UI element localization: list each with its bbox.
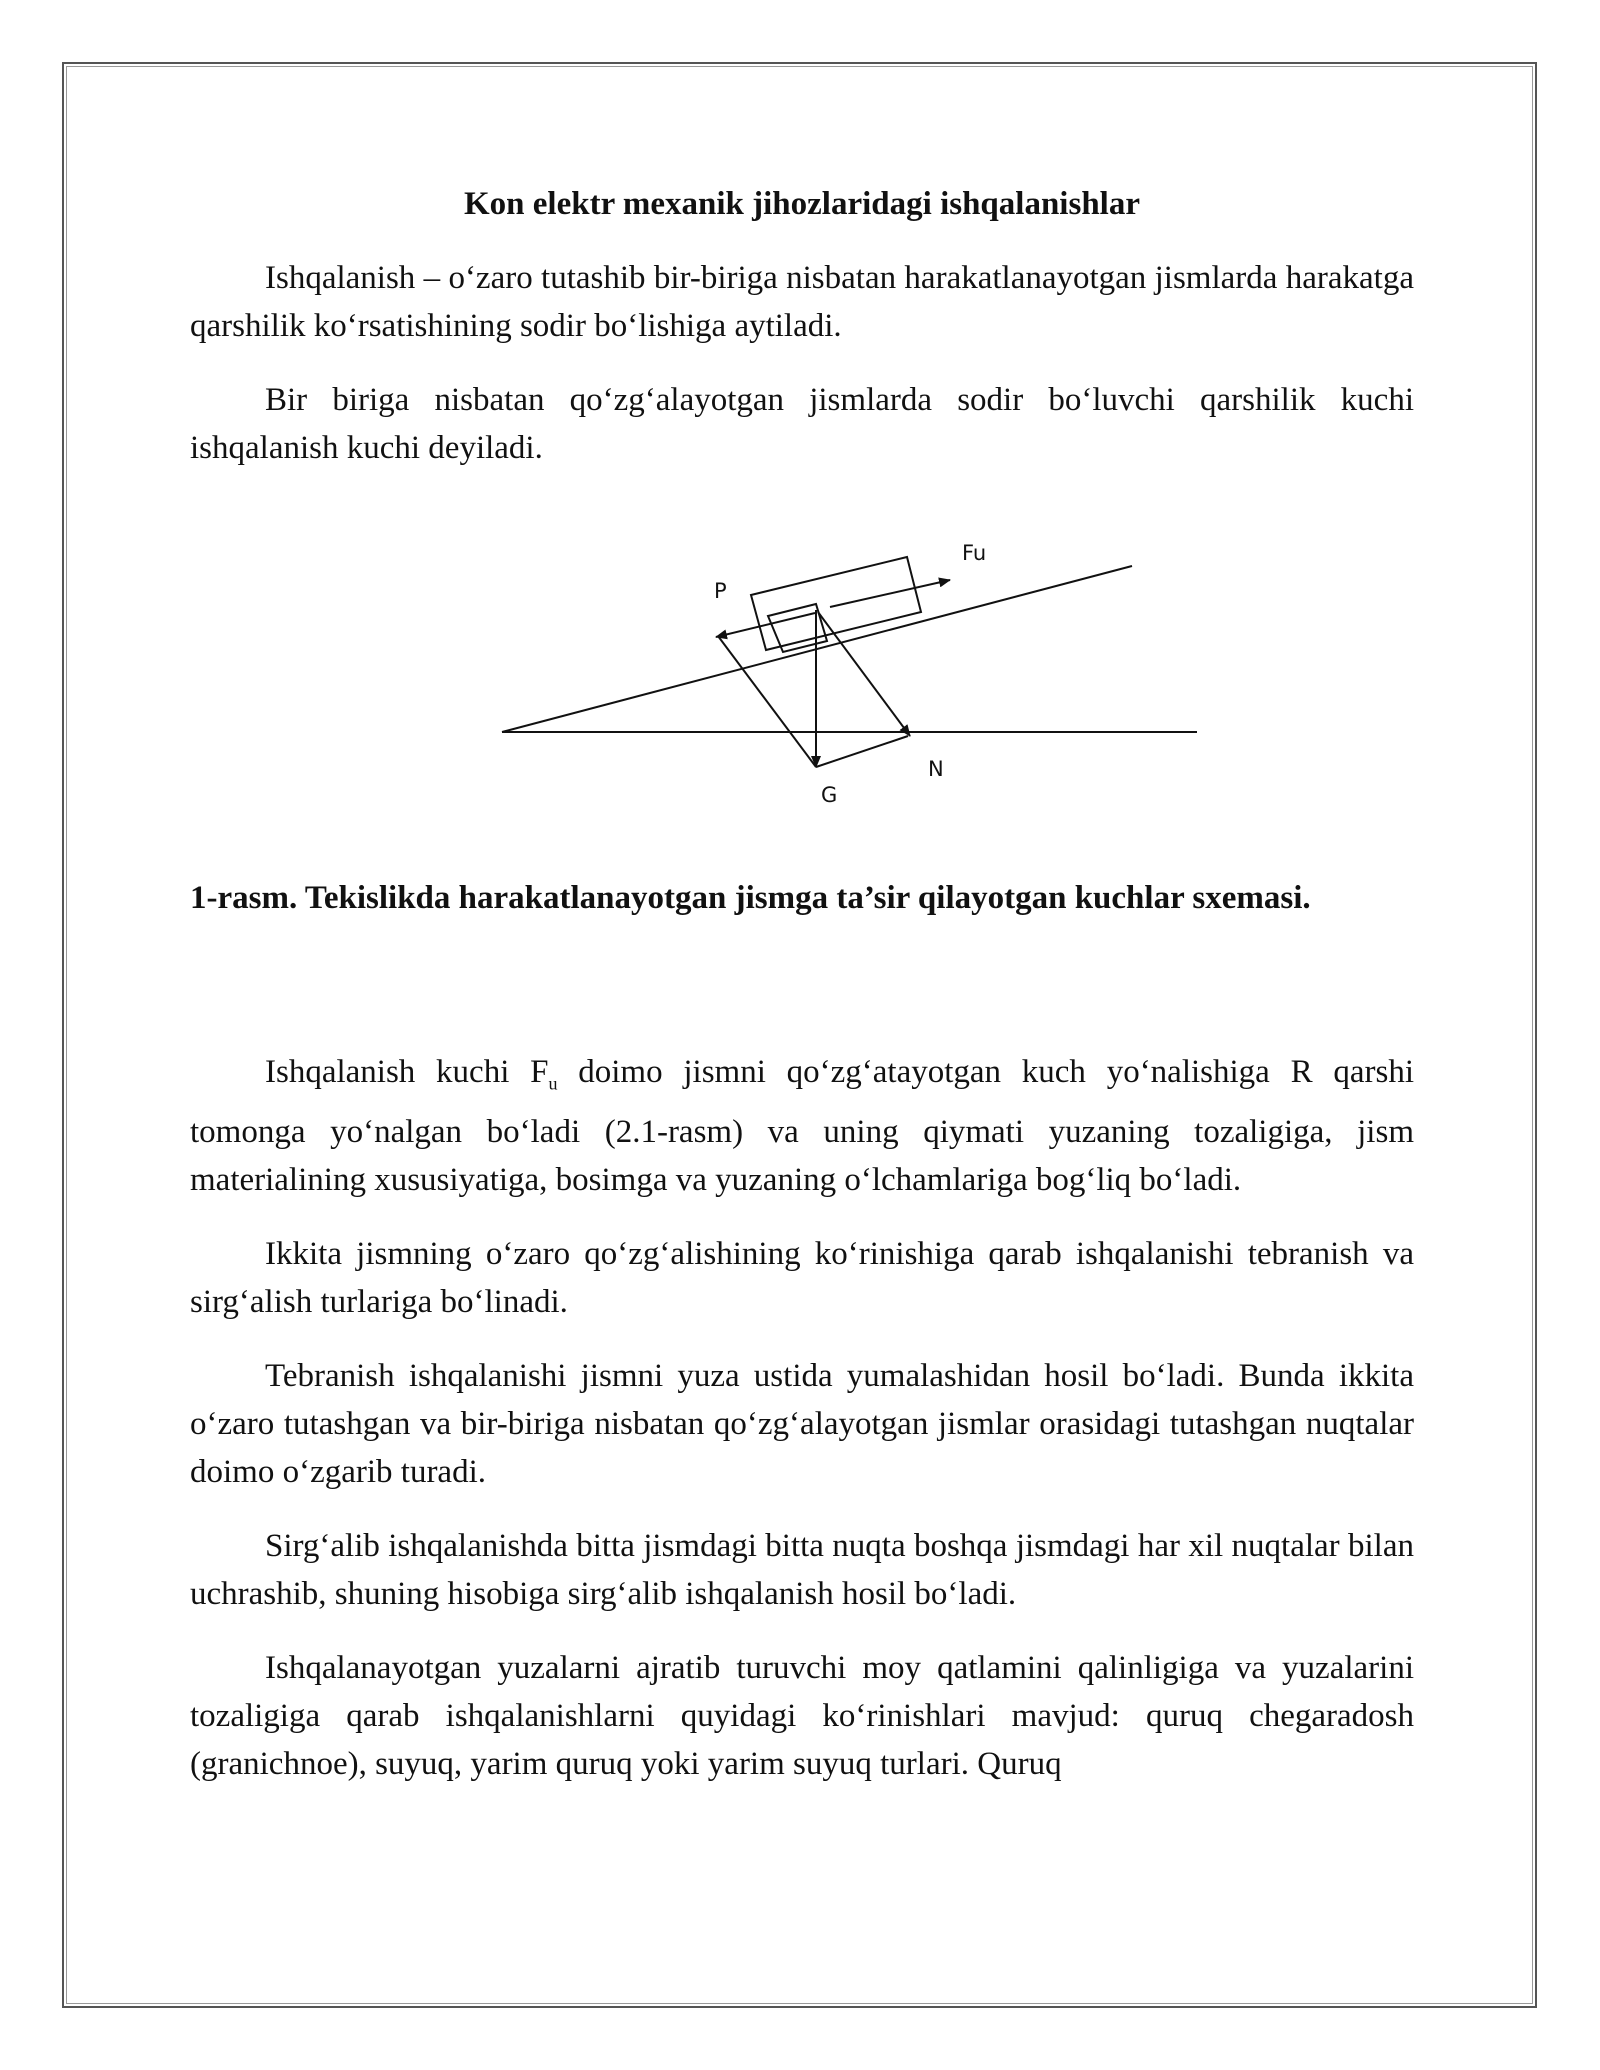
block-inner <box>768 604 827 652</box>
label-g: G <box>821 783 838 807</box>
force-p-arrow <box>716 613 815 637</box>
document-body <box>190 180 1414 1814</box>
force-fu-arrow <box>830 580 950 607</box>
paragraph-definition: Ishqalanish – o‘zaro tutashib bir-biriga nisbatan harakatlanayotgan jismlarda harakatga qarshilik ko‘rsatishining sodir bo‘lishiga aytiladi. <box>190 260 1414 344</box>
label-p: P <box>714 579 727 603</box>
label-n: N <box>928 757 944 781</box>
paragraph-fu <box>190 1048 1414 1204</box>
force-diagram <box>190 500 1414 820</box>
paragraph-fu-after: doimo jismni qo‘zg‘atayotgan kuch yo‘nalishiga R qarshi tomonga yo‘nalgan bo‘ladi (2.1-rasm) va uning qiymati yuzaning tozaligiga, jism materialining xususiyatiga, bosimga va yuzaning o‘lchamlariga bog‘liq bo‘ladi. <box>190 1054 1414 1198</box>
parallelogram-left <box>718 636 816 767</box>
paragraph-types: Ikkita jismning o‘zaro qo‘zg‘alishining ko‘rinishiga qarab ishqalanishi tebranish va sirg‘alish turlariga bo‘linadi. <box>190 1235 1414 1320</box>
paragraph-rolling: Tebranish ishqalanishi jismni yuza ustida yumalashidan hosil bo‘ladi. Bunda ikkita o‘zaro tutashgan va bir-biriga nisbatan qo‘zg‘alayotgan jismlar orasidagi tutashgan nuqtalar doimo o‘zgarib turadi. <box>190 1357 1414 1490</box>
paragraph-friction-force: Bir biriga nisbatan qo‘zg‘alayotgan jismlarda sodir bo‘luvchi qarshilik kuchi ishqalanish kuchi deyiladi. <box>190 382 1414 466</box>
label-fu: Fu <box>962 541 987 565</box>
parallelogram-bottom <box>816 736 908 767</box>
paragraph-fu-before: Ishqalanish kuchi F <box>265 1054 549 1090</box>
force-n-arrow <box>818 612 910 736</box>
force-diagram-svg <box>190 500 1414 820</box>
paragraph-fu-subscript: u <box>548 1073 558 1094</box>
document-title: Kon elektr mexanik jihozlaridagi ishqalanishlar <box>464 186 1140 222</box>
figure-caption: 1-rasm. Tekislikda harakatlanayotgan jismga ta’sir qilayotgan kuchlar sxemasi. <box>190 880 1311 916</box>
paragraph-sliding: Sirg‘alib ishqalanishda bitta jismdagi bitta nuqta boshqa jismdagi har xil nuqtalar bilan uchrashib, shuning hisobiga sirg‘alib ishqalanish hosil bo‘ladi. <box>190 1527 1414 1612</box>
paragraph-lubrication: Ishqalanayotgan yuzalarni ajratib turuvchi moy qatlamini qalinligiga va yuzalarini tozaligiga qarab ishqalanishlarni quyidagi ko‘rinishlari mavjud: quruq chegaradosh (granichnoe), suyuq, yarim quruq yoki yarim suyuq turlari. Quruq <box>190 1649 1414 1782</box>
